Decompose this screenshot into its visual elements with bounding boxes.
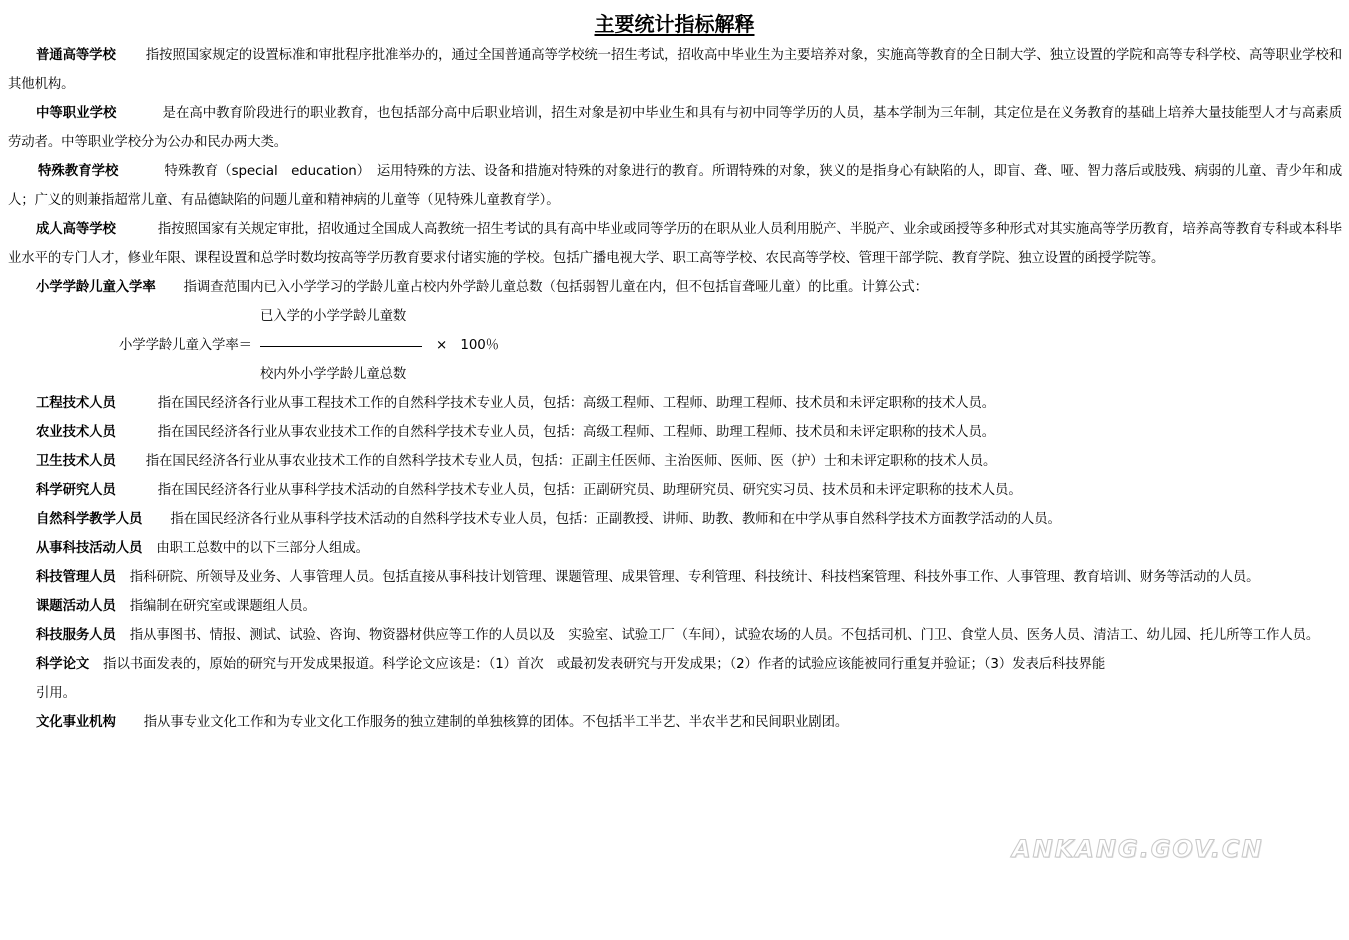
- definition-text: 指按照国家规定的设置标准和审批程序批准举办的，通过全国普通高等学校统一招生考试，招收高中毕业生为主要培养对象，实施高等教育的全日制大学、独立设置的学院和高等专科学校、高等职业学校和其他机构。: [8, 48, 1342, 92]
- indicator-definitions: [8, 41, 1342, 737]
- enrollment-rate-formula: [8, 302, 1342, 389]
- definition-text: 指编制在研究室或课题组人员。: [129, 599, 316, 614]
- definition-entry: [8, 157, 1342, 215]
- definition-text: 指科研院、所领导及业务、人事管理人员。包括直接从事科技计划管理、课题管理、成果管理、专利管理、科技统计、科技档案管理、科技外事工作、人事管理、教育培训、财务等活动的人员。: [129, 570, 1260, 585]
- definition-text: 由职工总数中的以下三部分人组成。: [156, 541, 369, 556]
- definition-term: 科学研究人员: [36, 483, 116, 498]
- definition-entry: [8, 534, 1342, 563]
- definition-term: 科技管理人员: [36, 570, 116, 585]
- definition-entry: [8, 418, 1342, 447]
- definition-text: 指在国民经济各行业从事科学技术活动的自然科学技术专业人员，包括：正副教授、讲师、助教、教师和在中学从事自然科学技术方面教学活动的人员。: [170, 512, 1061, 527]
- definition-text: 指按照国家有关规定审批，招收通过全国成人高教统一招生考试的具有高中毕业或同等学历的在职从业人员利用脱产、半脱产、业余或函授等多种形式对其实施高等学历教育，培养高等教育专科或本科毕业水平的专门人才，修业年限、课程设置和总学时数均按高等学历教育要求付诸实施的学校。包括广播电视大学、职工高等学校、农民高等学校、管理干部学院、教育学院、独立设置的函授学院等。: [8, 222, 1342, 266]
- definition-entry: [8, 447, 1342, 476]
- definition-text: 指从事图书、情报、测试、试验、咨询、物资器材供应等工作的人员以及 实验室、试验工厂（车间），试验农场的人员。不包括司机、门卫、食堂人员、医务人员、清洁工、幼儿园、托儿所等工作人员。: [129, 628, 1320, 643]
- page-title: 主要统计指标解释: [594, 12, 755, 36]
- definition-term: 成人高等学校: [36, 222, 116, 237]
- definition-text: 指以书面发表的，原始的研究与开发成果报道。科学论文应该是：（1）首次 或最初发表研究与开发成果；（2）作者的试验应该能被同行重复并验证；（3）发表后科技界能: [103, 657, 1106, 672]
- definition-entry: [8, 650, 1342, 679]
- definition-text: 指在国民经济各行业从事科学技术活动的自然科学技术专业人员，包括：正副研究员、助理研究员、研究实习员、技术员和未评定职称的技术人员。: [157, 483, 1022, 498]
- definition-entry: [8, 41, 1342, 99]
- definition-entry: [8, 592, 1342, 621]
- definition-text: 指从事专业文化工作和为专业文化工作服务的独立建制的单独核算的团体。不包括半工半艺、半农半艺和民间职业剧团。: [143, 715, 849, 730]
- formula-lhs: 小学学龄儿童入学率＝: [119, 338, 252, 353]
- formula-denominator: 校内外小学学龄儿童总数: [260, 367, 407, 382]
- definition-entry: [8, 389, 1342, 418]
- definition-text: 指在国民经济各行业从事农业技术工作的自然科学技术专业人员，包括：高级工程师、工程师、助理工程师、技术员和未评定职称的技术人员。: [157, 425, 996, 440]
- definition-text: 指调查范围内已入小学学习的学龄儿童占校内外学龄儿童总数（包括弱智儿童在内，但不包括盲聋哑儿童）的比重。计算公式：: [183, 280, 928, 295]
- site-watermark: ANKANG.GOV.CN: [1012, 835, 1264, 863]
- definition-term: 自然科学教学人员: [36, 512, 143, 527]
- definition-term: 中等职业学校: [36, 106, 117, 121]
- definition-text: 特殊教育（special education） 运用特殊的方法、设备和措施对特殊的对象进行的教育。所谓特殊的对象，狭义的是指身心有缺陷的人，即盲、聋、哑、智力落后或肢残、病弱的儿童、青少年和成人；广义的则兼指超常儿童、有品德缺陷的问题儿童和精神病的儿童等（见特殊儿童教育学）。: [8, 164, 1342, 208]
- definition-entry: [8, 708, 1342, 737]
- formula-numerator: 已入学的小学学龄儿童数: [260, 309, 407, 324]
- formula-multiplier: × 100％: [436, 338, 499, 353]
- fraction-bar: [260, 346, 422, 347]
- definition-term: 特殊教育学校: [38, 164, 119, 179]
- definition-text: 指在国民经济各行业从事农业技术工作的自然科学技术专业人员，包括：正副主任医师、主治医师、医师、医（护）士和未评定职称的技术人员。: [145, 454, 997, 469]
- definition-term: 科学论文: [36, 657, 90, 672]
- definition-entry: [8, 273, 1342, 302]
- definition-continuation: 引用。: [36, 686, 76, 701]
- definition-term: 工程技术人员: [36, 396, 116, 411]
- definition-term: 小学学龄儿童入学率: [36, 280, 156, 295]
- definition-text: 指在国民经济各行业从事工程技术工作的自然科学技术专业人员，包括：高级工程师、工程师、助理工程师、技术员和未评定职称的技术人员。: [157, 396, 996, 411]
- definition-entry: [8, 215, 1342, 273]
- definition-term: 科技服务人员: [36, 628, 116, 643]
- definition-entry: [8, 476, 1342, 505]
- definition-entry: [8, 99, 1342, 157]
- definition-text: 是在高中教育阶段进行的职业教育，也包括部分高中后职业培训，招生对象是初中毕业生和具有与初中同等学历的人员，基本学制为三年制，其定位是在义务教育的基础上培养大量技能型人才与高素质劳动者。中等职业学校分为公办和民办两大类。: [8, 106, 1342, 150]
- definition-entry: [8, 563, 1342, 592]
- definition-term: 课题活动人员: [36, 599, 116, 614]
- definition-term: 普通高等学校: [36, 48, 116, 63]
- definition-entry: [8, 621, 1342, 650]
- definition-term: 从事科技活动人员: [36, 541, 143, 556]
- definition-term: 文化事业机构: [36, 715, 116, 730]
- definition-term: 农业技术人员: [36, 425, 116, 440]
- definition-entry: [8, 505, 1342, 534]
- definition-term: 卫生技术人员: [36, 454, 116, 469]
